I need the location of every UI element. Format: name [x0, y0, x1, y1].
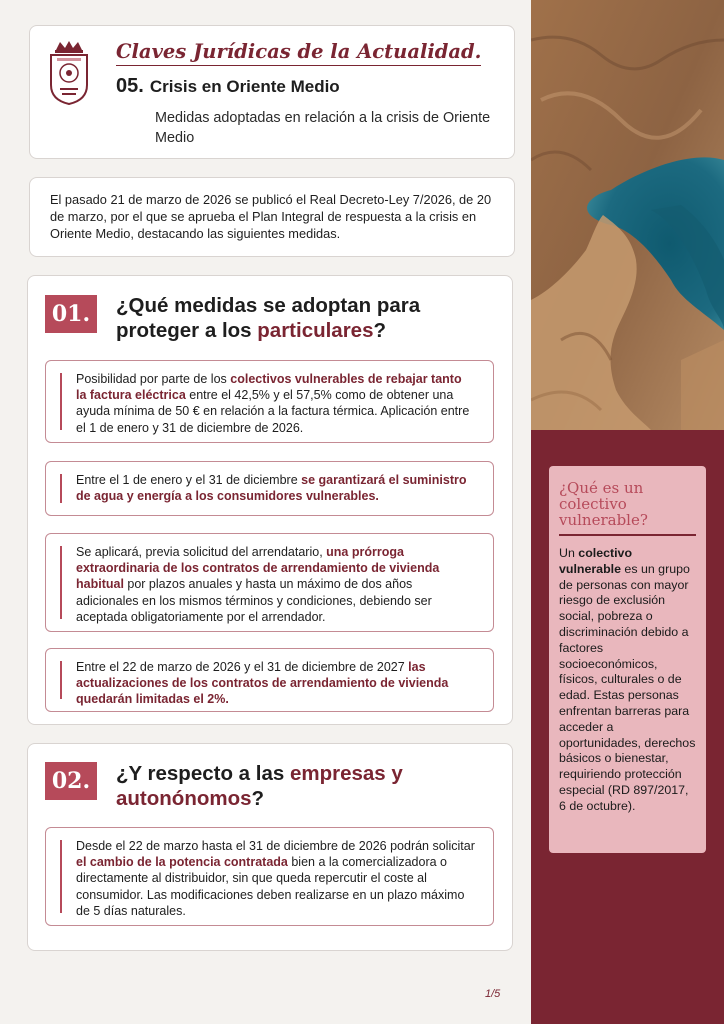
measure-item: Entre el 1 de enero y el 31 de diciembre se garantizará el suministro de agua y energía a los consumidores vulnerables. [45, 461, 494, 516]
series-title: Claves Jurídicas de la Actualidad. [116, 40, 481, 66]
right-column [531, 0, 724, 1024]
vulnerable-text: Un colectivo vulnerable es un grupo de personas con mayor riesgo de exclusión social, pobreza o discriminación debido a factores socioeconómicos, físicos, culturales o de edad. Estas personas enfrentan barreras para acceder a oportunidades, derechos básicos o bienestar, requiriendo protección especial (RD 897/2017, 6 de octubre). [559, 546, 696, 813]
logo-icon [48, 40, 90, 106]
measure-item: Entre el 22 de marzo de 2026 y el 31 de diciembre de 2027 las actualizaciones de los contratos de arrendamiento de vivienda quedarán limitadas el 2%. [45, 648, 494, 712]
intro-card [29, 177, 515, 257]
issue-description: Medidas adoptadas en relación a la crisis de Oriente Medio [155, 110, 491, 146]
measure-item: Se aplicará, previa solicitud del arrendatario, una prórroga extraordinaria de los contratos de arrendamiento de vivienda habitual por plazos anuales y hasta un máximo de dos años adicionales en los mismos términos y condiciones, debiendo ser aceptada obligatoriamente por el arrendador. [45, 533, 494, 632]
vulnerable-title: ¿Qué es un colectivo vulnerable? [559, 480, 696, 536]
section-empresas [27, 743, 513, 951]
intro-text: El pasado 21 de marzo de 2026 se publicó el Real Decreto-Ley 7/2026, de 20 de marzo, por el que se aprueba el Plan Integral de respuesta a la crisis en Oriente Medio, destacando las siguientes medidas. [50, 192, 492, 241]
section-particulares [27, 275, 513, 725]
section-question: ¿Y respecto a las empresas y autonónomos? [116, 762, 403, 810]
vulnerable-definition-box [549, 466, 706, 853]
measure-item: Desde el 22 de marzo hasta el 31 de diciembre de 2026 podrán solicitar el cambio de la potencia contratada bien a la comercializadora o directamente al distribuidor, sin que queda repercutir el coste al consumidor. Las modificaciones deben realizarse en un plazo máximo de 5 días naturales. [45, 827, 494, 926]
page-number: 1/5 [485, 988, 501, 1000]
measure-item: Posibilidad por parte de los colectivos vulnerables de rebajar tanto la factura eléctrica entre el 42,5% y el 57,5% como de obtener una ayuda mínima de 50 € en relación a la factura térmica. Aplicación entre el 1 de enero y 31 de diciembre de 2026. [45, 360, 494, 443]
section-question: ¿Qué medidas se adoptan para proteger a los particulares? [116, 294, 421, 342]
section-number: 02. [45, 762, 97, 800]
header-card [29, 25, 515, 159]
issue-heading: 05. Crisis en Oriente Medio [116, 75, 340, 97]
satellite-image [531, 0, 724, 430]
section-number: 01. [45, 295, 97, 333]
